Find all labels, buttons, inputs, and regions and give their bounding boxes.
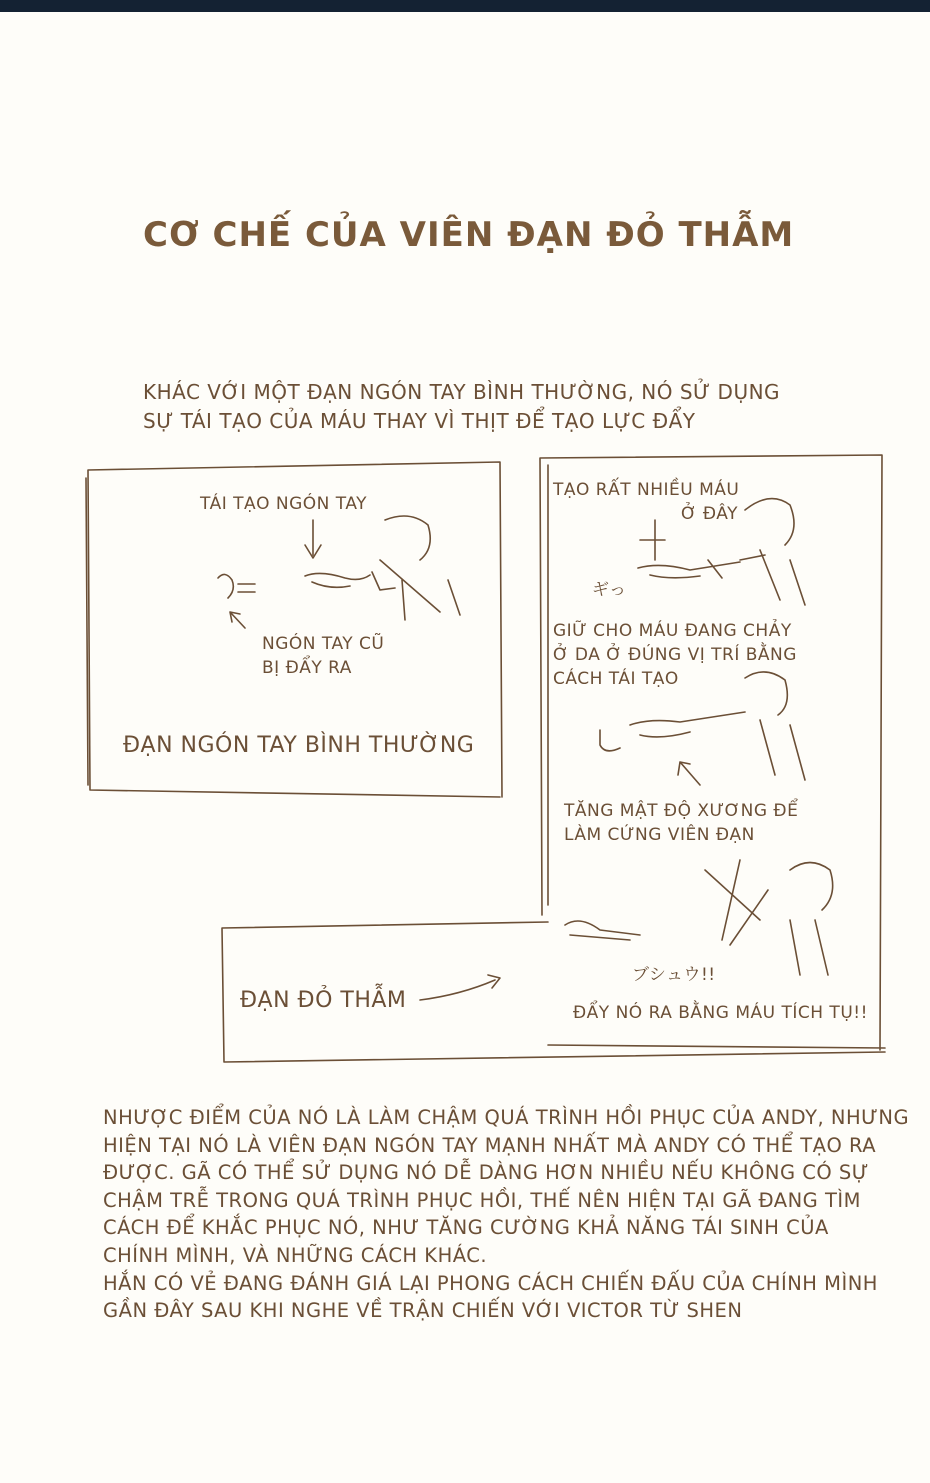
label-line: TẠO RẤT NHIỀU MÁU [553, 480, 740, 500]
bullet-arrow-icon [420, 975, 500, 1000]
up-arrow-icon [678, 762, 700, 785]
label-keep-blood [553, 619, 797, 691]
figure-3-sketch [565, 860, 833, 975]
paragraph-line: CÁCH ĐỂ KHẮC PHỤC NÓ, NHƯ TĂNG CƯỜNG KHẢ NĂNG TÁI SINH CỦA [103, 1216, 829, 1240]
label-old-finger [262, 632, 384, 680]
label-line: TĂNG MẬT ĐỘ XƯƠNG ĐỂ [564, 801, 799, 821]
intro-line: KHÁC VỚI MỘT ĐẠN NGÓN TAY BÌNH THƯỜNG, NÓ SỬ DỤNG [143, 380, 781, 404]
caption-crimson-bullet: ĐẠN ĐỎ THẪM [240, 988, 407, 1013]
label-bone-density [564, 799, 798, 847]
label-line: Ở ĐÂY [681, 504, 738, 524]
label-push-blood: ĐẨY NÓ RA BẰNG MÁU TÍCH TỤ!! [573, 1003, 868, 1023]
sfx-2: ブシュウ!! [632, 965, 716, 985]
label-line: LÀM CỨNG VIÊN ĐẠN [564, 825, 755, 845]
label-line: BỊ ĐẨY RA [262, 658, 352, 678]
description-paragraph [103, 1104, 910, 1325]
paragraph-line: NHƯỢC ĐIỂM CỦA NÓ LÀ LÀM CHẬM QUÁ TRÌNH HỒI PHỤC CỦA ANDY, NHƯNG [103, 1106, 910, 1129]
paragraph-line: GẦN ĐÂY SAU KHI NGHE VỀ TRẬN CHIẾN VỚI VICTOR TỪ SHEN [103, 1299, 743, 1323]
panel-crimson-frame [540, 455, 882, 1050]
label-line: CÁCH TÁI TẠO [553, 669, 679, 689]
paragraph-line: CHÍNH MÌNH, VÀ NHỮNG CÁCH KHÁC. [103, 1243, 488, 1267]
label-line: Ở DA Ở ĐÚNG VỊ TRÍ BẰNG [553, 645, 797, 665]
finger-sketch [218, 516, 460, 620]
sfx-1: ギっ [592, 580, 627, 600]
paragraph-line: ĐƯỢC. GÃ CÓ THỂ SỬ DỤNG NÓ DỄ DÀNG HƠN NHIỀU NẾU KHÔNG CÓ SỰ [103, 1161, 870, 1185]
label-blood [553, 478, 739, 526]
paragraph-line: CHẬM TRỄ TRONG QUÁ TRÌNH PHỤC HỒI, THẾ NÊN HIỆN TẠI GÃ ĐANG TÌM [103, 1188, 861, 1212]
old-finger-arrow-icon [230, 612, 245, 628]
caption-normal-bullet: ĐẠN NGÓN TAY BÌNH THƯỜNG [123, 733, 475, 758]
label-regenerate-finger: TÁI TẠO NGÓN TAY [200, 494, 368, 514]
intro-text [143, 378, 823, 436]
paragraph-line: HẮN CÓ VẺ ĐANG ĐÁNH GIÁ LẠI PHONG CÁCH CHIẾN ĐẤU CỦA CHÍNH MÌNH [103, 1271, 878, 1295]
page-title: CƠ CHẾ CỦA VIÊN ĐẠN ĐỎ THẪM [143, 215, 795, 255]
intro-line: SỰ TÁI TẠO CỦA MÁU THAY VÌ THỊT ĐỂ TẠO LỰC ĐẨY [143, 409, 696, 433]
down-arrow-icon [305, 520, 321, 558]
paragraph-line: HIỆN TẠI NÓ LÀ VIÊN ĐẠN NGÓN TAY MẠNH NHẤT MÀ ANDY CÓ THỂ TẠO RA [103, 1133, 877, 1157]
label-line: NGÓN TAY CŨ [262, 634, 385, 654]
label-line: GIỮ CHO MÁU ĐANG CHẢY [553, 621, 792, 641]
